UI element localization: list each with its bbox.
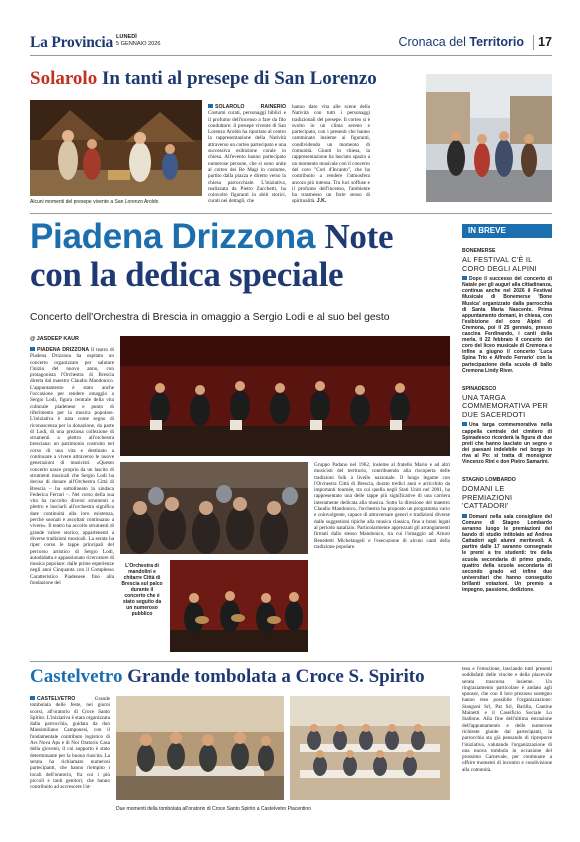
- header-rule: [30, 55, 552, 56]
- piadena-col1: [30, 347, 114, 653]
- piadena-col2-text: Gruppo Padano nel 1962, insieme al fratello Mario e ad altri musicisti del territorio, contribuendo alla riscoperta delle tradizioni folk a livello nazionale. Il lungo legame con l'Orchestra Città di Brescia, durato tredici anni e arricchito da importanti tournée, tra cui quella negli Stati Uniti nel 2001, ha rappresentato una delle tappe più significative di una carriera interamente dedicata alla musica. Sotto la direzione del maestro Claudio Mandonico, l'orchestra ha proposto un programma vario e coinvolgente, capace di attraversare generi e tradizioni diverse dalle suggestioni tipiche alla musica classica, fino a brani legati al periodo natalizio. Particolarmente apprezzati gli arrangiamenti firmati dallo stesso Mandonico, tra cui l'omaggio ad Arturo Benedetti Michelangeli e l'esecuzione di alcuni canti della tradizione popolare.: [314, 462, 450, 550]
- castelvetro-col1: [30, 696, 110, 820]
- piadena-photo-audience: [120, 462, 308, 554]
- solarolo-photo-left: [30, 100, 202, 196]
- author-at-icon: @: [30, 336, 36, 342]
- section-title: [398, 35, 524, 49]
- header-divider: [533, 35, 534, 50]
- tombola-hall-image: [116, 696, 284, 800]
- orchestra-stage-image: [120, 336, 450, 456]
- solarolo-col2: [292, 104, 370, 205]
- byline-marker: [208, 104, 213, 108]
- castelvetro-col3-text: tesa e l'emozione, lasciando tutti presenti soddisfatti delle vincite e della piacevole serata trascorsa insieme. Un ringraziamento particolare è andato agli sponsor, che con il loro prezioso sostegno hanno reso possibile l'organizzazione: Stangoni Srl, Pat Srl, Barilla, Cantine Mainetti e il Caseificio Sociale Lo Stallone. Alla fine dell'ultima estrazione dell'appuntamento e delle numerose richieste giunte dai partecipanti, la parrocchia sta già pensando di riproporre l'iniziativa, valutando l'organizzazione di una nuova tombola in occasione del prossimo Carnevale, per continuare a offrire momenti di incontro e condivisione alla comunità.: [462, 666, 552, 773]
- solarolo-caption: Alcuni momenti del presepe vivente a San Lorenzo Aroldo: [30, 199, 159, 205]
- piadena-photo-bottom: [170, 560, 308, 652]
- brief-title: UNA TARGA COMMEMORATIVA PER DUE SACERDOTI: [462, 392, 549, 419]
- castelvetro-photo-left: [116, 696, 284, 800]
- solarolo-byline: SOLAROLO RAINERIO: [215, 104, 286, 110]
- page-header: [30, 32, 552, 52]
- solarolo-col1: [208, 104, 286, 205]
- castelvetro-col1-text: Grande tombolata delle feste, nei giorni scorsi, all'oratorio di Croce Santo Spirito. L'iniziativa è stata organizzata dalla parrocchia, guidata da don Massimiliano Camponesi, con il fondamentale contributo logistico di Ars Nova Aps e di Noi Oratorio Casa della giovenù, il cui supporto è stato determinante per la buona riuscita. La serata ha richiamato numerosi partecipanti, che hanno riempito i locali dell'oratorio, fra cui i più piccoli e tanti genitori, che hanno contribuito ad accrescere l'at-: [30, 696, 110, 791]
- brief-text: Una targa commemorativa nella cappella centrale del cimitero di Spinadesco ricorderà la figura di due preti che hanno lasciato un segno e dei paesani indelebile nel borgo in riva al Po: si tratta di monsignor Vincenzo Rini e don Pietro Samarini.: [462, 422, 552, 466]
- brief-kicker: SPINADESCO: [462, 385, 497, 392]
- brief-item: [462, 477, 552, 593]
- piadena-subtitle: Concerto dell'Orchestra di Brescia in omaggio a Sergio Lodi e al suo bel gesto: [30, 312, 390, 323]
- brief-title: AL FESTIVAL C'È IL CORO DEGLI ALPINI: [462, 255, 537, 273]
- brief-text: Dopo il successo del concerto di Natale per gli auguri alla cittadinanza, continua anche nel 2026 il Festival Musicale di Bonemerse 'Bone Musica' organizzato dalla parrocchia di Santa Maria Nascente. Prima appuntamento domani, in chiesa, con l'esibizione del coro Alpini di Cremona, poi il 25 gennaio, presso cascina Ferdinando, i canti della merla, il 22 febbraio il concerto del coro del liceo musicale di Cremona e infine a giugno il concerto 'Luca Spina Trio e Alfredo Ferrario' con la partecipazione della scuola di ballo Cremona Lindy River.: [462, 276, 552, 374]
- issue-date: 5 GENNAIO 2026: [116, 41, 161, 47]
- castelvetro-kicker: Castelvetro: [30, 666, 123, 687]
- castelvetro-photo-right: [290, 696, 450, 800]
- piadena-byline: PIADENA DRIZZONA: [37, 347, 90, 353]
- brief-item: [462, 386, 552, 465]
- castelvetro-byline: CASTELVETRO: [37, 696, 76, 702]
- procession-image: [426, 74, 552, 202]
- brief-text: Domani nella sala consigliare del Comune di Stagno Lombardo avranno luogo le premiazioni del bando di studio intitolato ad Andrea Cattadori agli alunni meritevoli. A partire dalle 17 saranno consegnate le premi a tre studenti: tre della scuola secondaria di primo grado, quattro della scuola secondaria di secondo grado ed infine due universitari che hanno conseguito brillanti votazioni. Un premio a impegno, passione, dedizione.: [462, 513, 552, 594]
- piadena-col1-text: Il teatro di Piadena Drizzona ha ospitato un concerto organizzato per salutare l'inizio del nuovo anno, con protagonista l'Orchestra di Brescia diretta dal maestro Claudio Mandonico. L'appuntamento è stato anche l'occasione per rendere omaggio a Sergio Lodi, figura centrale della vita culturale piadenese e punto di riferimento per la musica popolare. L'iniziativa è nata come segno di riconoscenza per la donazione, da parte di Lodi, di una preziosa collezione di strumenti a plettro all'orchestra bresciana: un patrimonio costruito nel corso di una vita e destinato a continuare a vivere attraverso le nuove generazioni di musicisti. «Questo concerto nasce proprio da un lascito di strumenti musicali che Sergio Lodi ha deciso di donare all'Orchestra Città di Brescia – ha sottolineato la sindaca Federica Ferrari –. Nel corso della sua vita ha raccolto diversi strumenti a plettro e lasciarli all'orchestra significa dare continuità alla loro esistenza, perché suonati e ascoltati continuano a vivere». Il teatro ha accolto strumenti di grande valore storico, appartenenti a diverse tradizioni musicali. La serata ha riper corso le tappe principali del percorso artistico di Sergio Lodi, autodidatta e appassionato ricercatore di musica popolare: dalle prime esperienze negli anni Cinquanta con il Complesso Caratteristico Piadenese fino alla fondazione del: [30, 347, 114, 586]
- piadena-kicker: Piadena Drizzona: [30, 217, 315, 256]
- page-number: 17: [538, 35, 552, 49]
- piadena-photo-top: [120, 336, 450, 456]
- section-rule-2: [30, 661, 552, 662]
- in-breve-sidebar: [462, 224, 552, 656]
- piadena-title-rest: Note: [324, 217, 394, 256]
- solarolo-col2-text: hanno dato vita alle scene della Natività con tutti i personaggi tradizionali del presepe. Il corteo si è svolto in un clima sereno e partecipato, con i presenti che hanno camminato insieme ai figuranti, condividendo un momento di comunità. Giunti in chiesa, la rappresentazione ha lasciato spazio a un momento musicale con il concerto del coro "Cori d'Incanto", che ha contribuito a rendere l'atmosfera ancora più intensa. Tra luci soffuse e il profumo dell'incenso, l'ambiente ha trasmesso un forte senso di spiritualità.: [292, 104, 370, 205]
- author-name: JASDEEP KAUR: [36, 336, 79, 342]
- byline-marker: [30, 347, 35, 351]
- section-name: Territorio: [469, 35, 524, 49]
- audience-image: [120, 462, 308, 554]
- orchestra-closeup-image: [170, 560, 308, 652]
- solarolo-kicker: Solarolo: [30, 68, 98, 89]
- solarolo-col1-text: Costumi curati, personaggi biblici e il profumo dell'incenso a fare da filo conduttore: il presepe vivente di San Lorenzo Aroldo ha riportato al centro la rappresentazione della Natività attraverso un corteo partecipato e una successiva esibizione corale in chiesa. All'evento hanno partecipato numerose persone, che si sono unite al corteo dei Re Magi in costume, partito dalla piazza e diretto verso la chiesa parrocchiale. L'iniziativa, realizzata da Pietro Zacchetti, ha coinvolto figuranti in abiti storici, curati nei dettagli, che: [208, 110, 286, 205]
- castelvetro-col3: [462, 666, 552, 820]
- section-prefix: Cronaca del: [398, 35, 466, 49]
- tombola-tables-image: [290, 696, 450, 800]
- section-rule-1: [30, 213, 552, 214]
- brief-item: [462, 248, 552, 374]
- castelvetro-headline: [30, 666, 450, 688]
- issue-weekday: LUNEDÌ: [116, 34, 137, 40]
- brief-title: DOMANI LE PREMIAZIONI 'CATTADORI': [462, 484, 513, 511]
- piadena-title-line1: [30, 218, 450, 256]
- castelvetro-title: Grande tombolata a Croce S. Spirito: [127, 666, 425, 687]
- byline-marker: [30, 696, 35, 700]
- solarolo-signature: J.K.: [316, 198, 327, 205]
- piadena-headline: [30, 218, 450, 294]
- piadena-side-caption: L'Orchestra di mandolini e chitarre Città di Brescia sul palco durante il concerto che è stato seguito da un numeroso pubblico: [121, 563, 163, 617]
- castelvetro-caption: Due momenti della tombolata all'oratorio di Croce Santo Spirito a Castelvetro Piacentino: [116, 806, 311, 812]
- in-breve-header: IN BREVE: [462, 224, 552, 238]
- piadena-author: [30, 336, 79, 342]
- brief-kicker: STAGNO LOMBARDO: [462, 477, 516, 484]
- masthead-logo: La Provincia: [30, 34, 113, 51]
- brief-kicker: BONEMERSE: [462, 248, 496, 254]
- solarolo-title: In tanti al presepe di San Lorenzo: [101, 68, 377, 89]
- piadena-col2: [314, 462, 450, 654]
- solarolo-photo-right: [426, 74, 552, 202]
- piadena-title-line2: con la dedica speciale: [30, 255, 344, 294]
- nativity-scene-image: [30, 100, 202, 196]
